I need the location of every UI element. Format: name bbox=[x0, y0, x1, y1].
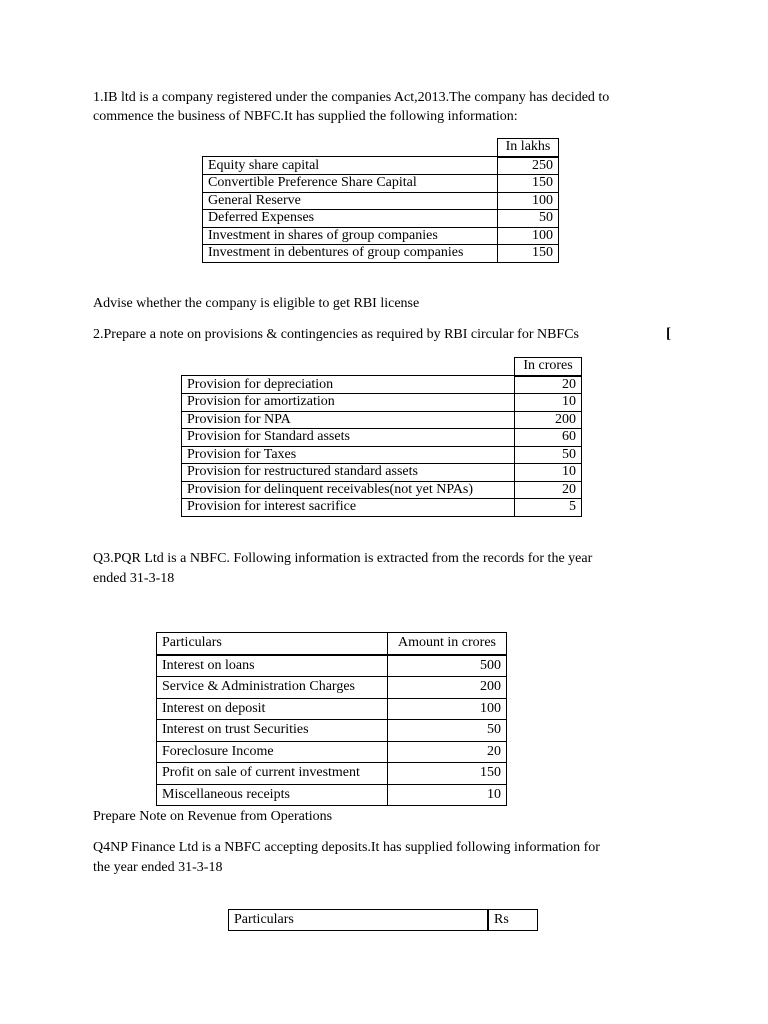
table-row bbox=[203, 175, 559, 193]
row-value: 10 bbox=[388, 784, 507, 806]
row-label: Provision for interest sacrifice bbox=[182, 499, 515, 517]
table-header-value: Amount in crores bbox=[388, 633, 507, 655]
row-label: Interest on loans bbox=[157, 655, 388, 677]
q3-text-line-2: ended 31-3-18 bbox=[93, 571, 175, 586]
row-label: Interest on deposit bbox=[157, 698, 388, 720]
row-label: Provision for depreciation bbox=[182, 376, 515, 394]
table-row bbox=[182, 481, 582, 499]
table-row bbox=[157, 698, 507, 720]
table-header-label: Particulars bbox=[157, 633, 388, 655]
table-row bbox=[157, 784, 507, 806]
q3-table bbox=[156, 632, 507, 806]
table-header-spacer bbox=[203, 139, 498, 157]
row-value: 150 bbox=[498, 175, 559, 193]
row-value: 250 bbox=[498, 157, 559, 175]
row-value: 60 bbox=[515, 429, 582, 447]
row-label: Provision for restructured standard assets bbox=[182, 464, 515, 482]
row-value: 200 bbox=[515, 411, 582, 429]
q1-advise-text: Advise whether the company is eligible to get RBI license bbox=[93, 296, 420, 311]
q2-table bbox=[181, 357, 582, 517]
q1-table bbox=[202, 138, 559, 263]
row-label: Provision for NPA bbox=[182, 411, 515, 429]
row-value: 200 bbox=[388, 677, 507, 699]
table-row bbox=[182, 376, 582, 394]
row-label: Provision for Taxes bbox=[182, 446, 515, 464]
q2-text-line: 2.Prepare a note on provisions & contingencies as required by RBI circular for NBFCs bbox=[93, 327, 580, 342]
table-header-row bbox=[182, 358, 582, 376]
row-label: Profit on sale of current investment bbox=[157, 763, 388, 785]
row-label: Miscellaneous receipts bbox=[157, 784, 388, 806]
q4-table bbox=[228, 909, 538, 931]
table-header-spacer bbox=[182, 358, 515, 376]
table-row bbox=[182, 464, 582, 482]
row-value: 20 bbox=[515, 481, 582, 499]
row-value: 150 bbox=[498, 245, 559, 263]
table-header-cell: In lakhs bbox=[498, 139, 559, 157]
row-value: 100 bbox=[388, 698, 507, 720]
row-value: 50 bbox=[388, 720, 507, 742]
row-label: Foreclosure Income bbox=[157, 741, 388, 763]
row-value: 20 bbox=[515, 376, 582, 394]
q1-text-line-1: 1.IB ltd is a company registered under the companies Act,2013.The company has decided to bbox=[93, 90, 610, 105]
q3-text-line-1: Q3.PQR Ltd is a NBFC. Following information is extracted from the records for the year bbox=[93, 551, 593, 566]
table-row bbox=[203, 157, 559, 175]
table-row bbox=[157, 655, 507, 677]
row-label: Investment in debentures of group companies bbox=[203, 245, 498, 263]
row-value: 10 bbox=[515, 394, 582, 412]
table-header-row bbox=[157, 633, 507, 655]
bracket-mark: [ bbox=[666, 326, 671, 342]
table-row bbox=[157, 741, 507, 763]
row-value: 100 bbox=[498, 192, 559, 210]
row-label: Provision for delinquent receivables(not yet NPAs) bbox=[182, 481, 515, 499]
row-value: 50 bbox=[498, 210, 559, 228]
table-header-row bbox=[203, 139, 559, 157]
row-label: Provision for amortization bbox=[182, 394, 515, 412]
table-header-cell: In crores bbox=[515, 358, 582, 376]
q3-note-text: Prepare Note on Revenue from Operations bbox=[93, 809, 333, 824]
row-label: General Reserve bbox=[203, 192, 498, 210]
row-value: 10 bbox=[515, 464, 582, 482]
row-value: 50 bbox=[515, 446, 582, 464]
table-row bbox=[203, 245, 559, 263]
row-value: 20 bbox=[388, 741, 507, 763]
row-label: Convertible Preference Share Capital bbox=[203, 175, 498, 193]
row-label: Equity share capital bbox=[203, 157, 498, 175]
table-header-label: Particulars bbox=[229, 910, 489, 931]
table-header-row bbox=[229, 910, 538, 931]
table-row bbox=[157, 720, 507, 742]
row-value: 150 bbox=[388, 763, 507, 785]
table-row bbox=[157, 677, 507, 699]
table-row bbox=[157, 763, 507, 785]
table-row bbox=[182, 499, 582, 517]
table-row bbox=[203, 210, 559, 228]
row-label: Provision for Standard assets bbox=[182, 429, 515, 447]
row-value: 100 bbox=[498, 227, 559, 245]
row-label: Investment in shares of group companies bbox=[203, 227, 498, 245]
q4-text-line-2: the year ended 31-3-18 bbox=[93, 860, 223, 875]
q4-text-line-1: Q4NP Finance Ltd is a NBFC accepting deposits.It has supplied following information for bbox=[93, 840, 600, 855]
row-value: 500 bbox=[388, 655, 507, 677]
row-label: Service & Administration Charges bbox=[157, 677, 388, 699]
row-label: Deferred Expenses bbox=[203, 210, 498, 228]
q1-text-line-2: commence the business of NBFC.It has supplied the following information: bbox=[93, 109, 518, 124]
table-row bbox=[203, 227, 559, 245]
table-row bbox=[182, 411, 582, 429]
table-header-value: Rs bbox=[488, 910, 538, 931]
table-row bbox=[203, 192, 559, 210]
table-row bbox=[182, 446, 582, 464]
row-value: 5 bbox=[515, 499, 582, 517]
row-label: Interest on trust Securities bbox=[157, 720, 388, 742]
table-row bbox=[182, 394, 582, 412]
table-row bbox=[182, 429, 582, 447]
